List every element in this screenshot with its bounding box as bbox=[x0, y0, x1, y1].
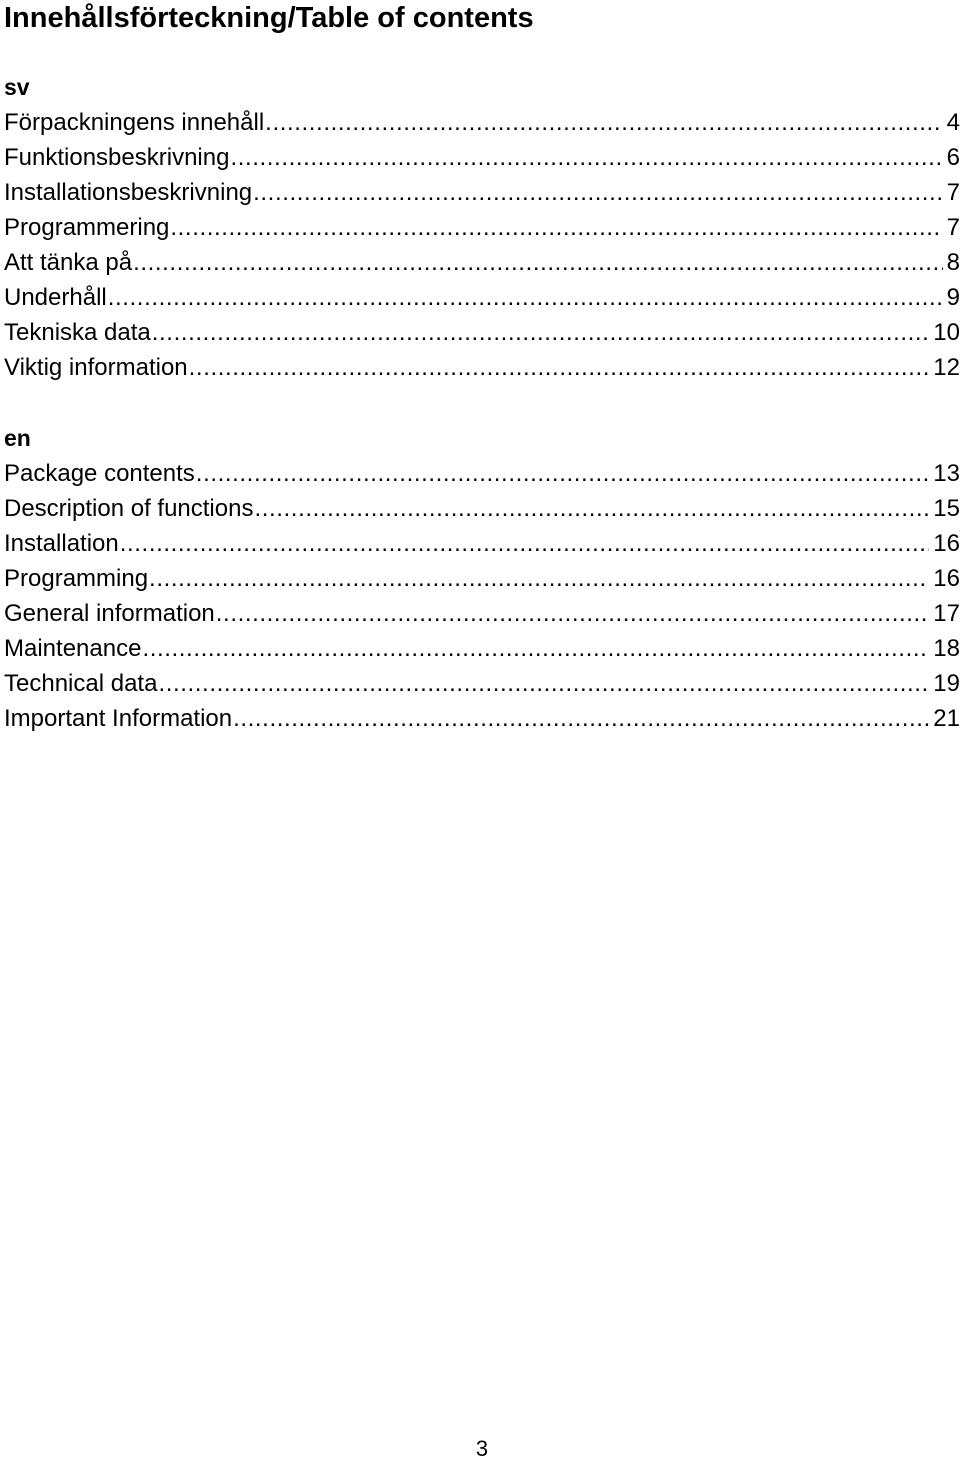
toc-entry-label: Package contents bbox=[4, 460, 195, 487]
toc-leader bbox=[149, 561, 929, 596]
toc-entry-page: 16 bbox=[933, 530, 960, 557]
toc-entry-page: 8 bbox=[946, 249, 960, 276]
toc-leader bbox=[216, 596, 930, 631]
toc-section-en bbox=[4, 421, 960, 736]
toc-leader bbox=[265, 105, 942, 140]
toc-entry-label: Installationsbeskrivning bbox=[4, 179, 253, 206]
toc-entry-page: 18 bbox=[933, 635, 960, 662]
toc-entry[interactable] bbox=[4, 350, 960, 385]
toc-entry-label: Important Information bbox=[4, 705, 233, 732]
toc-entry-page: 19 bbox=[933, 670, 960, 697]
toc-entry-page: 21 bbox=[933, 705, 960, 732]
toc-entry-label: Maintenance bbox=[4, 635, 142, 662]
toc-entry-label: Programming bbox=[4, 565, 149, 592]
toc-entry[interactable] bbox=[4, 280, 960, 315]
toc-entry[interactable] bbox=[4, 315, 960, 350]
toc-entry-page: 16 bbox=[933, 565, 960, 592]
toc-list-en bbox=[4, 456, 960, 736]
toc-leader bbox=[254, 491, 929, 526]
toc-entry-label: Tekniska data bbox=[4, 319, 151, 346]
toc-entry[interactable] bbox=[4, 631, 960, 666]
toc-entry[interactable] bbox=[4, 105, 960, 140]
toc-leader bbox=[233, 701, 929, 736]
toc-entry[interactable] bbox=[4, 210, 960, 245]
toc-leader bbox=[152, 315, 930, 350]
toc-entry[interactable] bbox=[4, 666, 960, 701]
toc-leader bbox=[120, 526, 930, 561]
toc-entry-page: 7 bbox=[946, 179, 960, 206]
toc-entry-page: 7 bbox=[946, 214, 960, 241]
toc-entry-page: 9 bbox=[946, 284, 960, 311]
page-title: Innehållsförteckning/Table of contents bbox=[4, 2, 534, 34]
toc-entry-label: General information bbox=[4, 600, 215, 627]
section-heading-sv: sv bbox=[4, 74, 30, 100]
toc-leader bbox=[133, 245, 943, 280]
toc-leader bbox=[142, 631, 929, 666]
toc-section-sv bbox=[4, 70, 960, 385]
toc-entry-label: Installation bbox=[4, 530, 119, 557]
toc-entry-label: Att tänka på bbox=[4, 249, 133, 276]
toc-entry[interactable] bbox=[4, 175, 960, 210]
toc-entry-page: 12 bbox=[933, 354, 960, 381]
toc-entry[interactable] bbox=[4, 140, 960, 175]
toc-entry-label: Description of functions bbox=[4, 495, 254, 522]
toc-entry[interactable] bbox=[4, 245, 960, 280]
toc-leader bbox=[158, 666, 929, 701]
toc-entry-label: Förpackningens innehåll bbox=[4, 109, 265, 136]
toc-entry-label: Technical data bbox=[4, 670, 158, 697]
section-heading-en: en bbox=[4, 425, 31, 451]
page-number: 3 bbox=[475, 1436, 489, 1461]
toc-leader bbox=[108, 280, 943, 315]
toc-entry-page: 4 bbox=[946, 109, 960, 136]
toc-entry[interactable] bbox=[4, 456, 960, 491]
toc-entry-page: 13 bbox=[933, 460, 960, 487]
toc-entry-label: Funktionsbeskrivning bbox=[4, 144, 230, 171]
toc-entry-label: Underhåll bbox=[4, 284, 107, 311]
toc-leader bbox=[170, 210, 942, 245]
toc-entry-page: 10 bbox=[933, 319, 960, 346]
toc-leader bbox=[253, 175, 943, 210]
toc-list-sv bbox=[4, 105, 960, 385]
toc-leader bbox=[196, 456, 930, 491]
toc-entry[interactable] bbox=[4, 701, 960, 736]
toc-entry-page: 15 bbox=[933, 495, 960, 522]
toc-entry-page: 17 bbox=[933, 600, 960, 627]
toc-entry-label: Viktig information bbox=[4, 354, 188, 381]
toc-leader bbox=[189, 350, 930, 385]
toc-leader bbox=[230, 140, 942, 175]
toc-entry[interactable] bbox=[4, 561, 960, 596]
toc-entry-label: Programmering bbox=[4, 214, 170, 241]
toc-entry[interactable] bbox=[4, 491, 960, 526]
toc-page bbox=[4, 0, 960, 736]
toc-entry-page: 6 bbox=[946, 144, 960, 171]
toc-entry[interactable] bbox=[4, 526, 960, 561]
toc-entry[interactable] bbox=[4, 596, 960, 631]
